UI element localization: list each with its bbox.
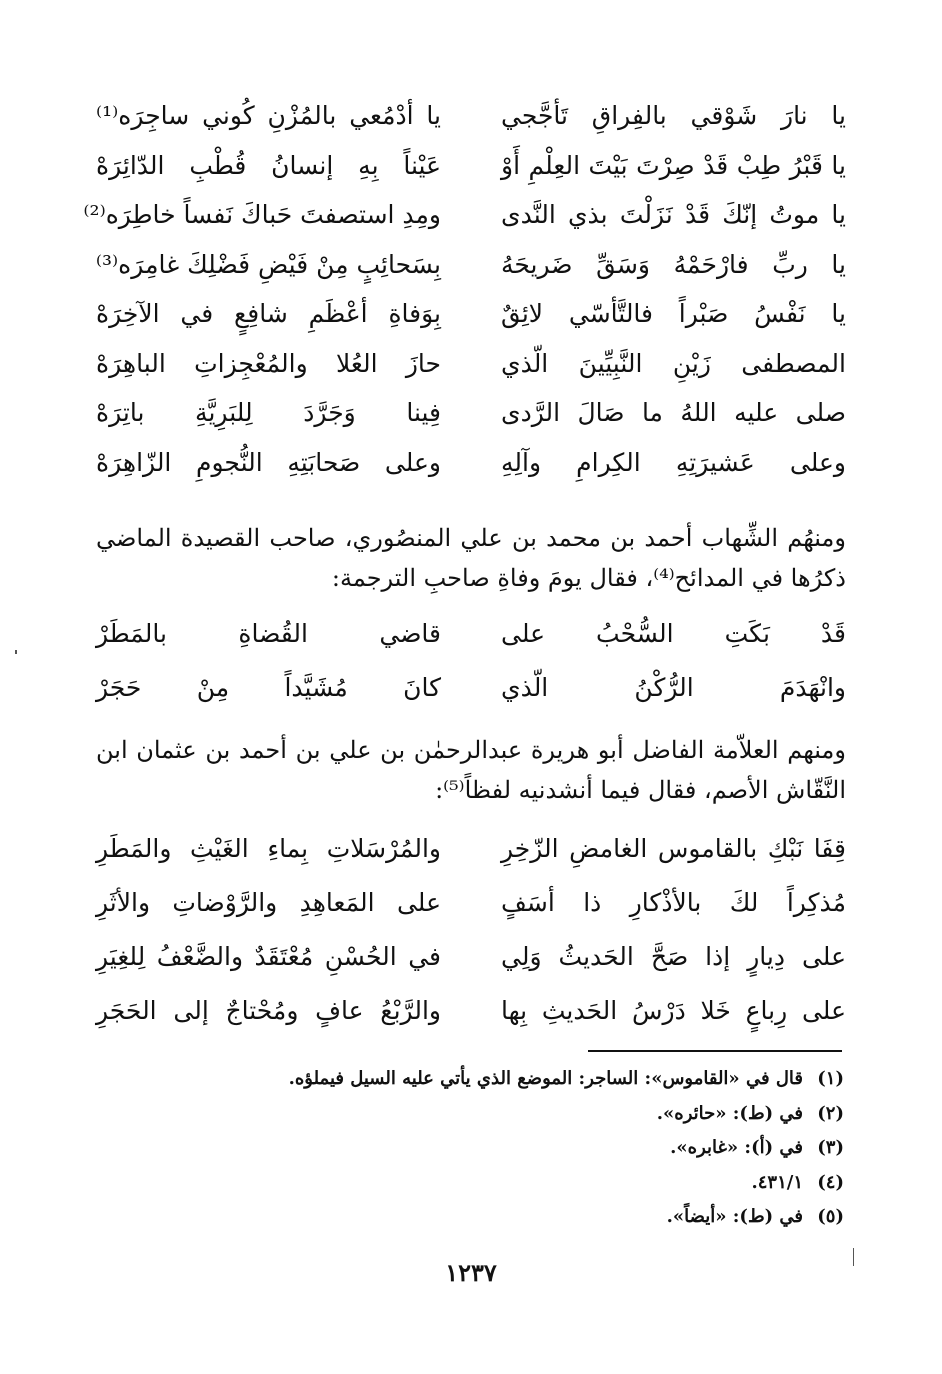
verse-line xyxy=(96,141,846,191)
scan-mark xyxy=(853,1248,854,1266)
footnote-text: في (أ): «غابره». xyxy=(670,1137,803,1158)
elegy-poem-3 xyxy=(96,824,846,1040)
verse-second-hemistich: في الحُسْنِ مُعْتَقَدٌ والضَّعْفُ لِلغِيَرِ xyxy=(96,942,441,971)
footnote-number: (٥) xyxy=(817,1206,844,1227)
verse-first-hemistich: وعلى عَشيرَتِهِ الكِرامِ وآلِهِ xyxy=(501,447,846,477)
verse-first-hemistich: المصطفى زَيْنِ النَّبِيِّينَ الّذي xyxy=(501,348,846,378)
prose-paragraph xyxy=(96,518,846,598)
verse-first-hemistich: قِفَا نَبْكِ بالقاموس الغامضِ الزّخِرِ xyxy=(501,834,846,863)
verse-line xyxy=(96,339,846,389)
verse-first-hemistich: يا نَفْسُ صَبْراً فالتَّأسّي لائِقٌ xyxy=(501,299,846,328)
elegy-poem-2 xyxy=(96,609,846,717)
verse-first-hemistich: على رِباعٍ خَلا دَرْسُ الحَديثِ بِها xyxy=(501,996,846,1025)
footnote-text: في (ط): «حائره». xyxy=(656,1102,803,1124)
verse-second-hemistich: بِسَحائِبٍ مِنْ فَيْضِ فَضْلِكَ غامِرَه⁽³⁾ xyxy=(95,249,441,279)
verse-line xyxy=(83,190,846,240)
verse-line xyxy=(96,609,846,663)
footnote xyxy=(124,1062,844,1097)
verse-second-hemistich: قاضي القُضاةِ بالمَطَرْ xyxy=(96,619,441,648)
footnote-number: (٢) xyxy=(817,1102,844,1124)
verse-line xyxy=(96,388,846,438)
footnote-separator xyxy=(588,1050,842,1052)
verse-second-hemistich: حازَ العُلا والمُعْجِزاتِ الباهِرَهْ xyxy=(96,348,441,378)
verse-second-hemistich: والرَّبْعُ عافٍ ومُحْتاجٌ إلى الحَجَرِ xyxy=(96,996,441,1025)
verse-second-hemistich: عَيْناً بِهِ إنسانُ قُطْبِ الدّائِرَهْ xyxy=(96,150,441,180)
verse-line xyxy=(96,986,846,1040)
verse-second-hemistich: وعلى صَحابَتِهِ النُّجومِ الزّاهِرَهْ xyxy=(96,447,441,477)
footnote-text: قال في «القاموس»: الساجر: الموضع الذي يأتي عليه السيل فيملؤه. xyxy=(288,1068,803,1089)
verse-second-hemistich: ومِدِ استصفتَ حَباكَ نَفساً خاطِرَه⁽²⁾ xyxy=(83,200,441,229)
footnote xyxy=(124,1166,844,1201)
footnote-number: (٣) xyxy=(817,1137,844,1158)
verse-line xyxy=(96,663,846,717)
paragraph-text: ومنهُم الشِّهاب أحمد بن محمد بن علي المنصُوري، صاحب القصيدة الماضي ذكرُها في المدائح⁽⁴⁾، فقال يومَ وفاةِ صاحبِ الترجمة: xyxy=(96,524,846,592)
footnote-number: (١) xyxy=(817,1068,844,1089)
footnote-text: ٤٣١/١. xyxy=(751,1171,803,1193)
verse-line xyxy=(96,932,846,986)
verse-second-hemistich: بِوَفاةِ أعْظَمِ شافِعٍ في الآخِرَهْ xyxy=(96,299,441,328)
verse-first-hemistich: يا نارَ شَوْقي بالفِراقِ تَأجَّجي xyxy=(501,101,846,130)
prose-paragraph xyxy=(96,730,846,810)
verse-line xyxy=(96,289,846,339)
verse-first-hemistich: على دِيارٍ إذا صَحَّ الحَديثُ وَلِي xyxy=(501,942,846,971)
verse-first-hemistich: يا ربِّ فارْحَمْهُ وَسَقِّ ضَريحَهُ xyxy=(501,249,846,279)
elegy-poem-1 xyxy=(83,91,846,487)
footnote-number: (٤) xyxy=(817,1171,844,1193)
verse-line xyxy=(96,91,846,141)
scan-mark xyxy=(15,650,17,654)
verse-line xyxy=(96,438,846,488)
verse-second-hemistich: على المَعاهِدِ والرَّوْضاتِ والأثَرِ xyxy=(96,888,441,917)
verse-line xyxy=(96,824,846,878)
paragraph-text: ومنهم العلاّمة الفاضل أبو هريرة عبدالرحمٰن بن علي بن أحمد بن عثمان ابن النَّقّاش الأصم، فقال فيما أنشدنيه لفظاً⁽⁵⁾: xyxy=(96,736,846,804)
verse-second-hemistich: فِينا وَجَرَّدَ لِلبَرِيَّةِ باتِرَهْ xyxy=(96,398,441,427)
page-number: ١٢٣٧ xyxy=(445,1258,497,1287)
footnote xyxy=(124,1097,844,1132)
verse-second-hemistich: كانَ مُشَيَّداً مِنْ حَجَرْ xyxy=(96,673,441,702)
verse-line xyxy=(96,240,846,290)
verse-first-hemistich: قَدْ بَكَتِ السُّحْبُ على xyxy=(501,619,846,648)
footnote xyxy=(124,1131,844,1166)
verse-first-hemistich: وانْهَدَمَ الرُّكْنُ الّذي xyxy=(501,673,846,702)
verse-second-hemistich: والمُرْسَلاتِ بِماءِ الغَيْثِ والمَطَرِ xyxy=(96,834,441,863)
verse-first-hemistich: صلى عليه اللهُ ما صَالَ الرَّدى xyxy=(501,398,846,427)
verse-line xyxy=(96,878,846,932)
verse-first-hemistich: يا موتُ إنّكَ قَدْ نَزَلْتَ بذي النَّدى xyxy=(501,200,846,229)
footnote-text: في (ط): «أيضاً». xyxy=(666,1206,803,1227)
footnote xyxy=(124,1200,844,1235)
verse-first-hemistich: مُذكِراً لكَ بالأذْكارِ ذا أسَفٍ xyxy=(501,888,846,917)
footnotes xyxy=(124,1062,844,1235)
verse-first-hemistich: يا قَبْرُ طِبْ قَدْ صِرْتَ بَيْتَ العِلْمِ أَوْ xyxy=(501,150,846,180)
verse-second-hemistich: يا أدْمُعي بالمُزْنِ كُوني ساجِرَه⁽¹⁾ xyxy=(96,101,441,130)
